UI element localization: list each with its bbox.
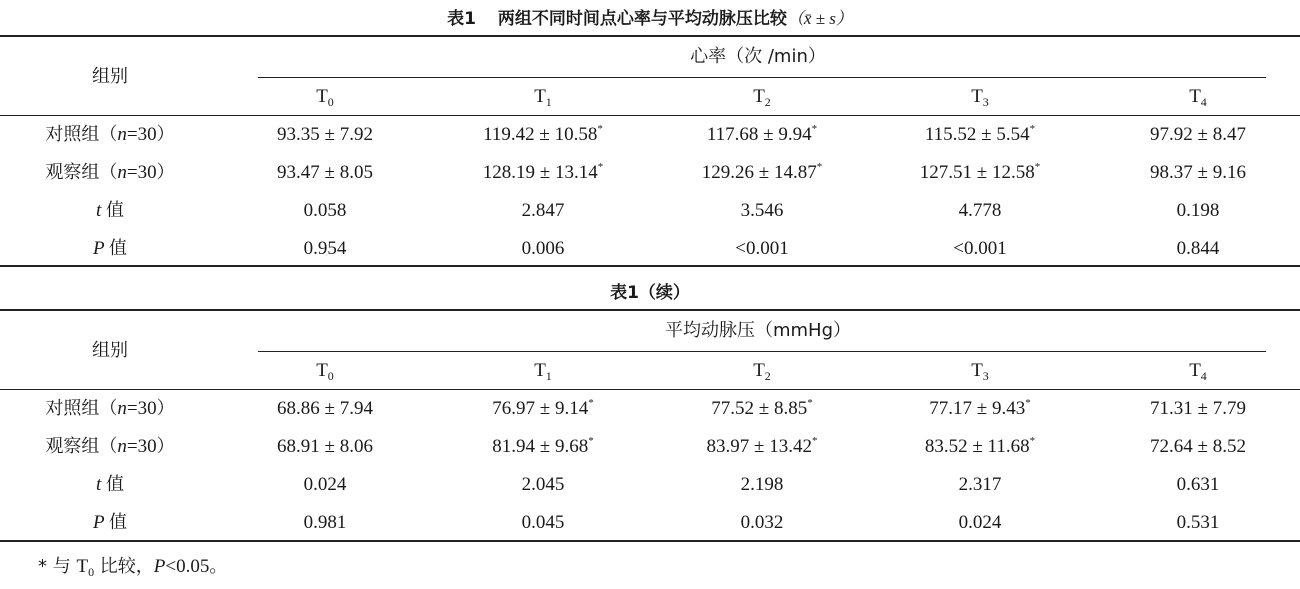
data-cell: 81.94 ± 9.68*: [492, 435, 594, 457]
data-cell: 115.52 ± 5.54*: [924, 123, 1036, 145]
significance-mark: *: [1029, 435, 1036, 447]
row-label: P 值: [92, 238, 127, 259]
row-label: 对照组（n=30）: [45, 398, 175, 419]
continued-table-title: 表1（续）: [610, 283, 690, 303]
data-cell: 2.198: [740, 474, 784, 495]
data-cell: 77.52 ± 8.85*: [711, 397, 813, 419]
data-cell: 83.52 ± 11.68*: [924, 435, 1036, 457]
data-cell: 0.032: [740, 512, 784, 533]
row-label: P 值: [92, 512, 127, 533]
table-number: 表1: [447, 9, 476, 29]
data-cell: 0.198: [1176, 200, 1220, 221]
data-cell: 2.045: [521, 474, 565, 495]
data-cell: 68.86 ± 7.94: [277, 398, 373, 419]
data-cell: 71.31 ± 7.79: [1150, 398, 1246, 419]
significance-mark: *: [811, 435, 818, 447]
significance-mark: *: [1029, 123, 1036, 135]
row-label: 对照组（n=30）: [45, 124, 175, 145]
data-cell: 119.42 ± 10.58*: [483, 123, 603, 145]
data-cell: 97.92 ± 8.47: [1150, 124, 1246, 145]
data-cell: 0.631: [1176, 474, 1220, 495]
data-cell: 3.546: [740, 200, 784, 221]
table-caption: 两组不同时间点心率与平均动脉压比较: [497, 9, 787, 29]
data-cell: 72.64 ± 8.52: [1150, 436, 1246, 457]
data-cell: 4.778: [958, 200, 1002, 221]
header-rule: [0, 115, 1300, 116]
table-title: [0, 8, 1300, 30]
continued-top-rule: [0, 309, 1300, 311]
row-label: t 值: [95, 474, 125, 495]
measure-header: 心率（次 /min）: [690, 46, 826, 67]
data-cell: 0.006: [521, 238, 565, 259]
data-cell: 117.68 ± 9.94*: [706, 123, 818, 145]
measure-header: 平均动脉压（mmHg）: [664, 320, 852, 341]
row-label: 观察组（n=30）: [45, 436, 175, 457]
row-label: t 值: [95, 200, 125, 221]
timepoint-header: $T_3$: [971, 360, 989, 383]
data-cell: 76.97 ± 9.14*: [492, 397, 594, 419]
significance-mark: *: [816, 161, 823, 173]
footnote: * 与 $T_0$ 比较，P<0.05。: [38, 556, 228, 579]
data-cell: 0.981: [303, 512, 347, 533]
data-cell: <0.001: [735, 238, 789, 259]
data-cell: 0.844: [1176, 238, 1220, 259]
group-header: 组别: [92, 66, 128, 87]
data-cell: 0.024: [958, 512, 1002, 533]
timepoint-header: $T_2$: [753, 360, 771, 383]
significance-mark: *: [1025, 397, 1031, 409]
significance-mark: *: [597, 161, 604, 173]
data-cell: 127.51 ± 12.58*: [919, 161, 1041, 183]
timepoint-header: $T_2$: [753, 86, 771, 109]
data-cell: 93.35 ± 7.92: [277, 124, 373, 145]
data-cell: 83.97 ± 13.42*: [706, 435, 818, 457]
timepoint-header: $T_4$: [1189, 86, 1207, 109]
significance-mark: *: [1034, 161, 1041, 173]
header-subrule: [258, 351, 1266, 352]
significance-mark: *: [811, 123, 818, 135]
top-rule: [0, 35, 1300, 37]
significance-mark: *: [597, 123, 603, 135]
data-cell: 0.045: [521, 512, 565, 533]
timepoint-header: $T_1$: [534, 86, 552, 109]
timepoint-header: $T_4$: [1189, 360, 1207, 383]
timepoint-header: $T_0$: [316, 86, 334, 109]
data-cell: 2.317: [958, 474, 1002, 495]
continued-bottom-rule: [0, 540, 1300, 542]
data-cell: 0.024: [303, 474, 347, 495]
statistic-notation: （x̄ ± s）: [786, 9, 853, 28]
data-cell: 128.19 ± 13.14*: [482, 161, 604, 183]
data-cell: 2.847: [521, 200, 565, 221]
significance-mark: *: [588, 397, 594, 409]
timepoint-header: $T_3$: [971, 86, 989, 109]
table-bottom-rule: [0, 265, 1300, 267]
timepoint-header: $T_0$: [316, 360, 334, 383]
significance-mark: *: [807, 397, 813, 409]
data-cell: 0.531: [1176, 512, 1220, 533]
group-header: 组别: [92, 340, 128, 361]
significance-mark: *: [588, 435, 594, 447]
data-cell: 0.954: [303, 238, 347, 259]
data-cell: 98.37 ± 9.16: [1150, 162, 1246, 183]
data-cell: 77.17 ± 9.43*: [929, 397, 1031, 419]
data-cell: 129.26 ± 14.87*: [701, 161, 823, 183]
header-subrule: [258, 77, 1266, 78]
data-cell: <0.001: [953, 238, 1007, 259]
data-cell: 0.058: [303, 200, 347, 221]
timepoint-header: $T_1$: [534, 360, 552, 383]
header-rule: [0, 389, 1300, 390]
data-cell: 93.47 ± 8.05: [277, 162, 373, 183]
data-cell: 68.91 ± 8.06: [277, 436, 373, 457]
row-label: 观察组（n=30）: [45, 162, 175, 183]
